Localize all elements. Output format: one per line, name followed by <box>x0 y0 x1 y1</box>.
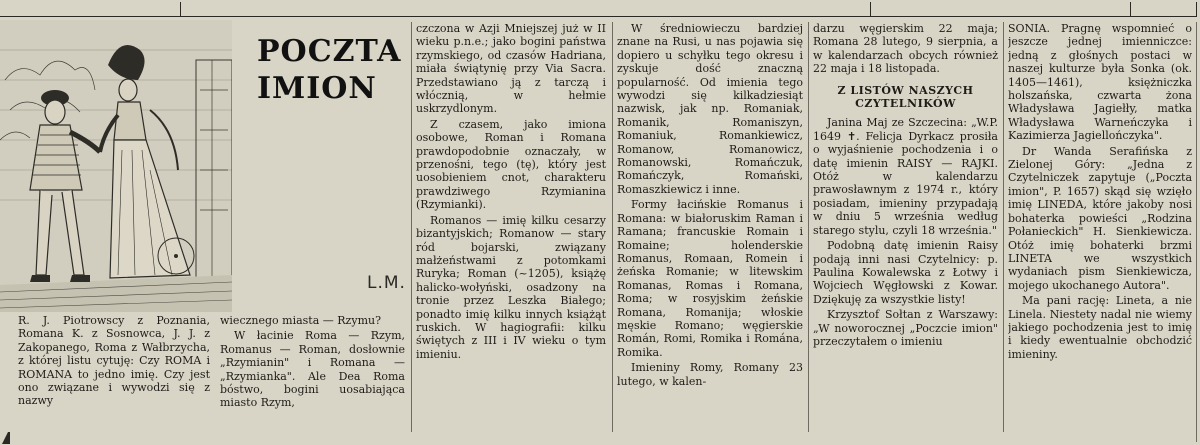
engraving-illustration <box>0 20 232 312</box>
top-rule-segment <box>0 2 181 17</box>
paragraph: Podobną datę imienin Raisy podają inni nasi Czytelnicy: p. Paulina Kowalewska z Łotwy i Wojciech Węgłowski z Kowar. Dziękuję za wszystkie listy! <box>813 239 998 306</box>
column-divider <box>612 22 613 432</box>
paragraph: darzu węgierskim 22 maja; Romana 28 lutego, 9 sierpnia, a w kalendarzach obcych również 22 maja i 18 listopada. <box>813 22 998 76</box>
column-divider <box>808 22 809 432</box>
paragraph: SONIA. Pragnę wspomnieć o jeszcze jednej imienniczce: jedną z głośnych postaci w naszej kulturze była Sonka (ok. 1405—1461), księżniczka holszańska, czwarta żona Władysława Jagiełły, matka Władysława Warneńczyka i Kazimierza Jagiellończyka". <box>1008 22 1192 143</box>
top-rule-segment <box>1130 2 1197 17</box>
paragraph: wiecznego miasta — Rzymu? <box>220 314 381 327</box>
top-rule-segment <box>180 2 871 17</box>
paragraph: W średniowieczu bardziej znane na Rusi, u nas pojawia się dopiero u schyłku tego okresu i zyskuje dość znaczną popularność. Od imienia tego wywodzi się kilkadziesiąt nazwisk, jak np. Romaniak, Romanik, Romaniszyn, Romaniuk, Romankiewicz, Romanow, Romanowicz, Romanowski, Romańczuk, Romańczyk, Romański, Romaszkiewicz i inne. <box>617 22 803 196</box>
column-6 <box>1008 22 1192 442</box>
paragraph: Formy łacińskie Romanus i Romana: w białoruskim Raman i Ramana; francuskie Romain i Romaine; holenderskie Romanus, Romaan, Romein i żeńska Romanie; w litewskim Romanas, Romas i Romana, Roma; w rosyjskim żeńskie Romana, Romanija; włoskie męskie Romano; węgierskie Román, Romi, Romika i Romána, Romika. <box>617 198 803 359</box>
top-border <box>0 0 1200 20</box>
column-1 <box>18 314 210 442</box>
section-heading: Z LISTÓW NASZYCH CZYTELNIKÓW <box>837 83 974 111</box>
column-divider <box>1003 22 1004 432</box>
article-title <box>257 33 401 107</box>
title-line-2: IMION <box>257 71 377 106</box>
paragraph: R. J. Piotrowscy z Poznania, Romana K. z Sosnowca, J. J. z Zakopanego, Roma z Wałbrzycha, z której listu cytuję: Czy ROMA i ROMANA to jedno imię. Czy jest ono związane i wywodzi się z nazwy <box>18 314 210 408</box>
paragraph: Romanos — imię kilku cesarzy bizantyjskich; Romanow — stary ród bojarski, związany małżeństwami z potomkami Ruryka; Roman (~1205), książę halicko-wołyński, osadzony na tronie przez Leszka Białego; ponadto imię kilku innych książąt ruskich. W hagiografii: kilku świętych z III i IV wieku o tym imieniu. <box>416 213 606 361</box>
title-line-1: POCZTA <box>257 34 402 69</box>
column-divider <box>411 22 412 432</box>
column-2 <box>220 314 405 442</box>
paragraph: Z czasem, jako imiona osobowe, Roman i Romana prawdopodobnie oznaczały, w przenośni, tego (tę), który jest uosobieniem cnot, charakteru prawdziwego Rzymianina (Rzymianki). <box>416 117 606 212</box>
paragraph: czczona w Azji Mniejszej już w II wieku p.n.e.; jako bogini państwa rzymskiego, od czasów Hadriana, miała świątynię przy Via Sacra. Przedstawiano ją z tarczą i włócznią, w hełmie uskrzydlonym. <box>416 22 606 116</box>
column-5 <box>813 22 998 442</box>
top-rule-segment <box>870 2 1131 17</box>
couple-engraving <box>0 20 232 312</box>
column-3 <box>416 22 606 442</box>
column-divider <box>1196 22 1197 442</box>
paragraph: W łacinie Roma — Rzym, Romanus — Roman, dosłownie „Rzymianin" i Romana — „Rzymianka". Ale Dea Roma bóstwo, bogini uosabiająca miasto Rzym, <box>220 329 405 410</box>
paragraph: Ma pani rację: Lineta, a nie Linela. Niestety nadal nie wiemy jakiego pochodzenia jest to imię i kiedy ewentualnie obchodzić imieniny. <box>1008 294 1192 361</box>
column-4 <box>617 22 803 442</box>
paragraph: Krzysztof Sołtan z Warszawy: „W noworocznej „Poczcie imion" przeczytałem o imieniu <box>813 308 998 348</box>
corner-mark <box>0 430 14 445</box>
paragraph: Imieniny Romy, Romany 23 lutego, w kalen- <box>617 361 803 388</box>
paragraph: Dr Wanda Serafińska z Zielonej Góry: „Jedna z Czytelniczek zapytuje („Poczta imion", P. 1657) skąd się wzięło imię LINEDA, które jakoby nosi bohaterka powieści „Rodzina Połanieckich" H. Sienkiewicza. Otóż imię bohaterki brzmi LINETA we wszystkich wydaniach pism Sienkiewicza, mojego ukochanego Autora". <box>1008 144 1192 292</box>
paragraph: Janina Maj ze Szczecina: „W.P. 1649 ✝. Felicja Dyrkacz prosiła o wyjaśnienie pochodzenia i o datę imienin RAISY — RAJKI. Otóż w kalendarzu prawosławnym z 1974 r., który posiadam, imieniny przypadają w dniu 5 września według starego stylu, czyli 18 września." <box>813 116 998 237</box>
author-signature: L.M. <box>367 273 406 293</box>
